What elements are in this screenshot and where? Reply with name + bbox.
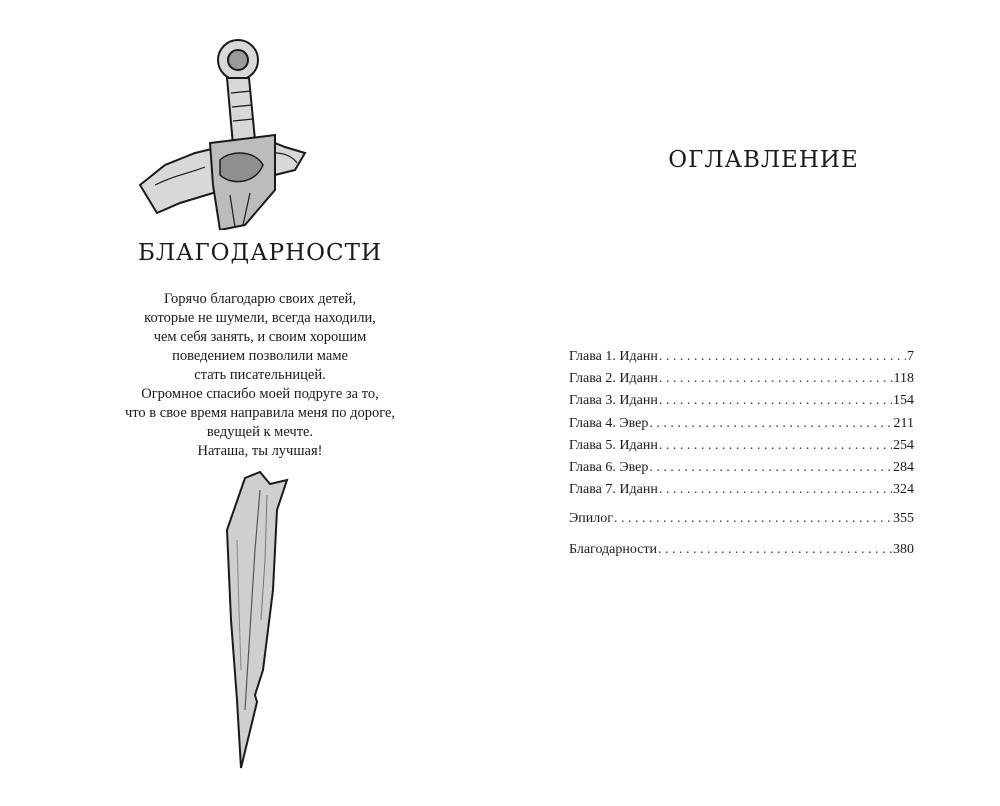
table-of-contents (569, 346, 914, 561)
toc-title: ОГЛАВЛЕНИЕ (668, 147, 859, 173)
toc-entry-page: 254 (893, 437, 914, 453)
toc-entry-page: 324 (893, 482, 914, 498)
sword-hilt-icon (135, 35, 310, 230)
acknowledgements-line: что в свое время направила меня по дороге, (124, 405, 396, 421)
toc-entry-page: 7 (907, 349, 914, 364)
sword-blade-icon (215, 470, 300, 770)
acknowledgements-line: чем себя занять, и своим хорошим (153, 329, 367, 345)
right-page (520, 0, 1000, 806)
toc-entry-page: 355 (893, 511, 914, 527)
toc-leader-dots (659, 435, 892, 457)
toc-entry[interactable] (569, 457, 914, 479)
toc-entry-page: 284 (893, 459, 914, 475)
acknowledgements-line: которые не шумели, всегда находили, (144, 310, 376, 326)
toc-entry-page: 118 (893, 371, 914, 387)
toc-entry[interactable] (569, 479, 914, 501)
acknowledgements-line: Наташа, ты лучшая! (197, 443, 323, 459)
acknowledgements-text (0, 290, 520, 461)
toc-leader-dots (658, 539, 892, 561)
acknowledgements-line: стать писательницей. (194, 367, 326, 383)
acknowledgements-line: поведением позволили маме (172, 348, 348, 364)
toc-entry-label: Глава 6. Эвер (569, 459, 649, 475)
toc-entry[interactable] (569, 390, 914, 412)
toc-entry-page: 154 (893, 393, 914, 409)
toc-entry[interactable] (569, 435, 914, 457)
toc-entry-label: Глава 5. Иданн (569, 437, 658, 453)
toc-entry-label: Благодарности (569, 541, 658, 557)
acknowledgements-line: ведущей к мечте. (206, 424, 314, 440)
toc-entry-label: Глава 4. Эвер (569, 415, 649, 431)
toc-entry-label: Эпилог (569, 511, 613, 527)
toc-entry[interactable] (569, 413, 914, 435)
toc-entry-label: Глава 7. Иданн (569, 482, 658, 498)
toc-leader-dots (649, 457, 892, 479)
toc-leader-dots (659, 368, 893, 390)
toc-leader-dots (659, 479, 892, 501)
toc-entry-page: 380 (893, 541, 914, 557)
toc-entry-page: 211 (893, 415, 914, 431)
toc-entry-label: Глава 2. Иданн (569, 371, 658, 387)
toc-leader-dots (659, 390, 892, 412)
acknowledgements-line: Огромное спасибо моей подруге за то, (141, 386, 379, 402)
acknowledgements-line: Горячо благодарю своих детей, (163, 291, 357, 307)
toc-leader-dots (649, 413, 892, 435)
toc-entry[interactable] (569, 368, 914, 390)
toc-entry-label: Глава 1. Иданн (569, 349, 658, 364)
toc-leader-dots (659, 346, 906, 368)
toc-entry[interactable] (569, 539, 914, 561)
toc-entry-label: Глава 3. Иданн (569, 393, 658, 409)
toc-leader-dots (614, 508, 892, 530)
toc-entry[interactable] (569, 346, 914, 368)
toc-entry[interactable] (569, 508, 914, 530)
acknowledgements-title: БЛАГОДАРНОСТИ (137, 240, 383, 266)
